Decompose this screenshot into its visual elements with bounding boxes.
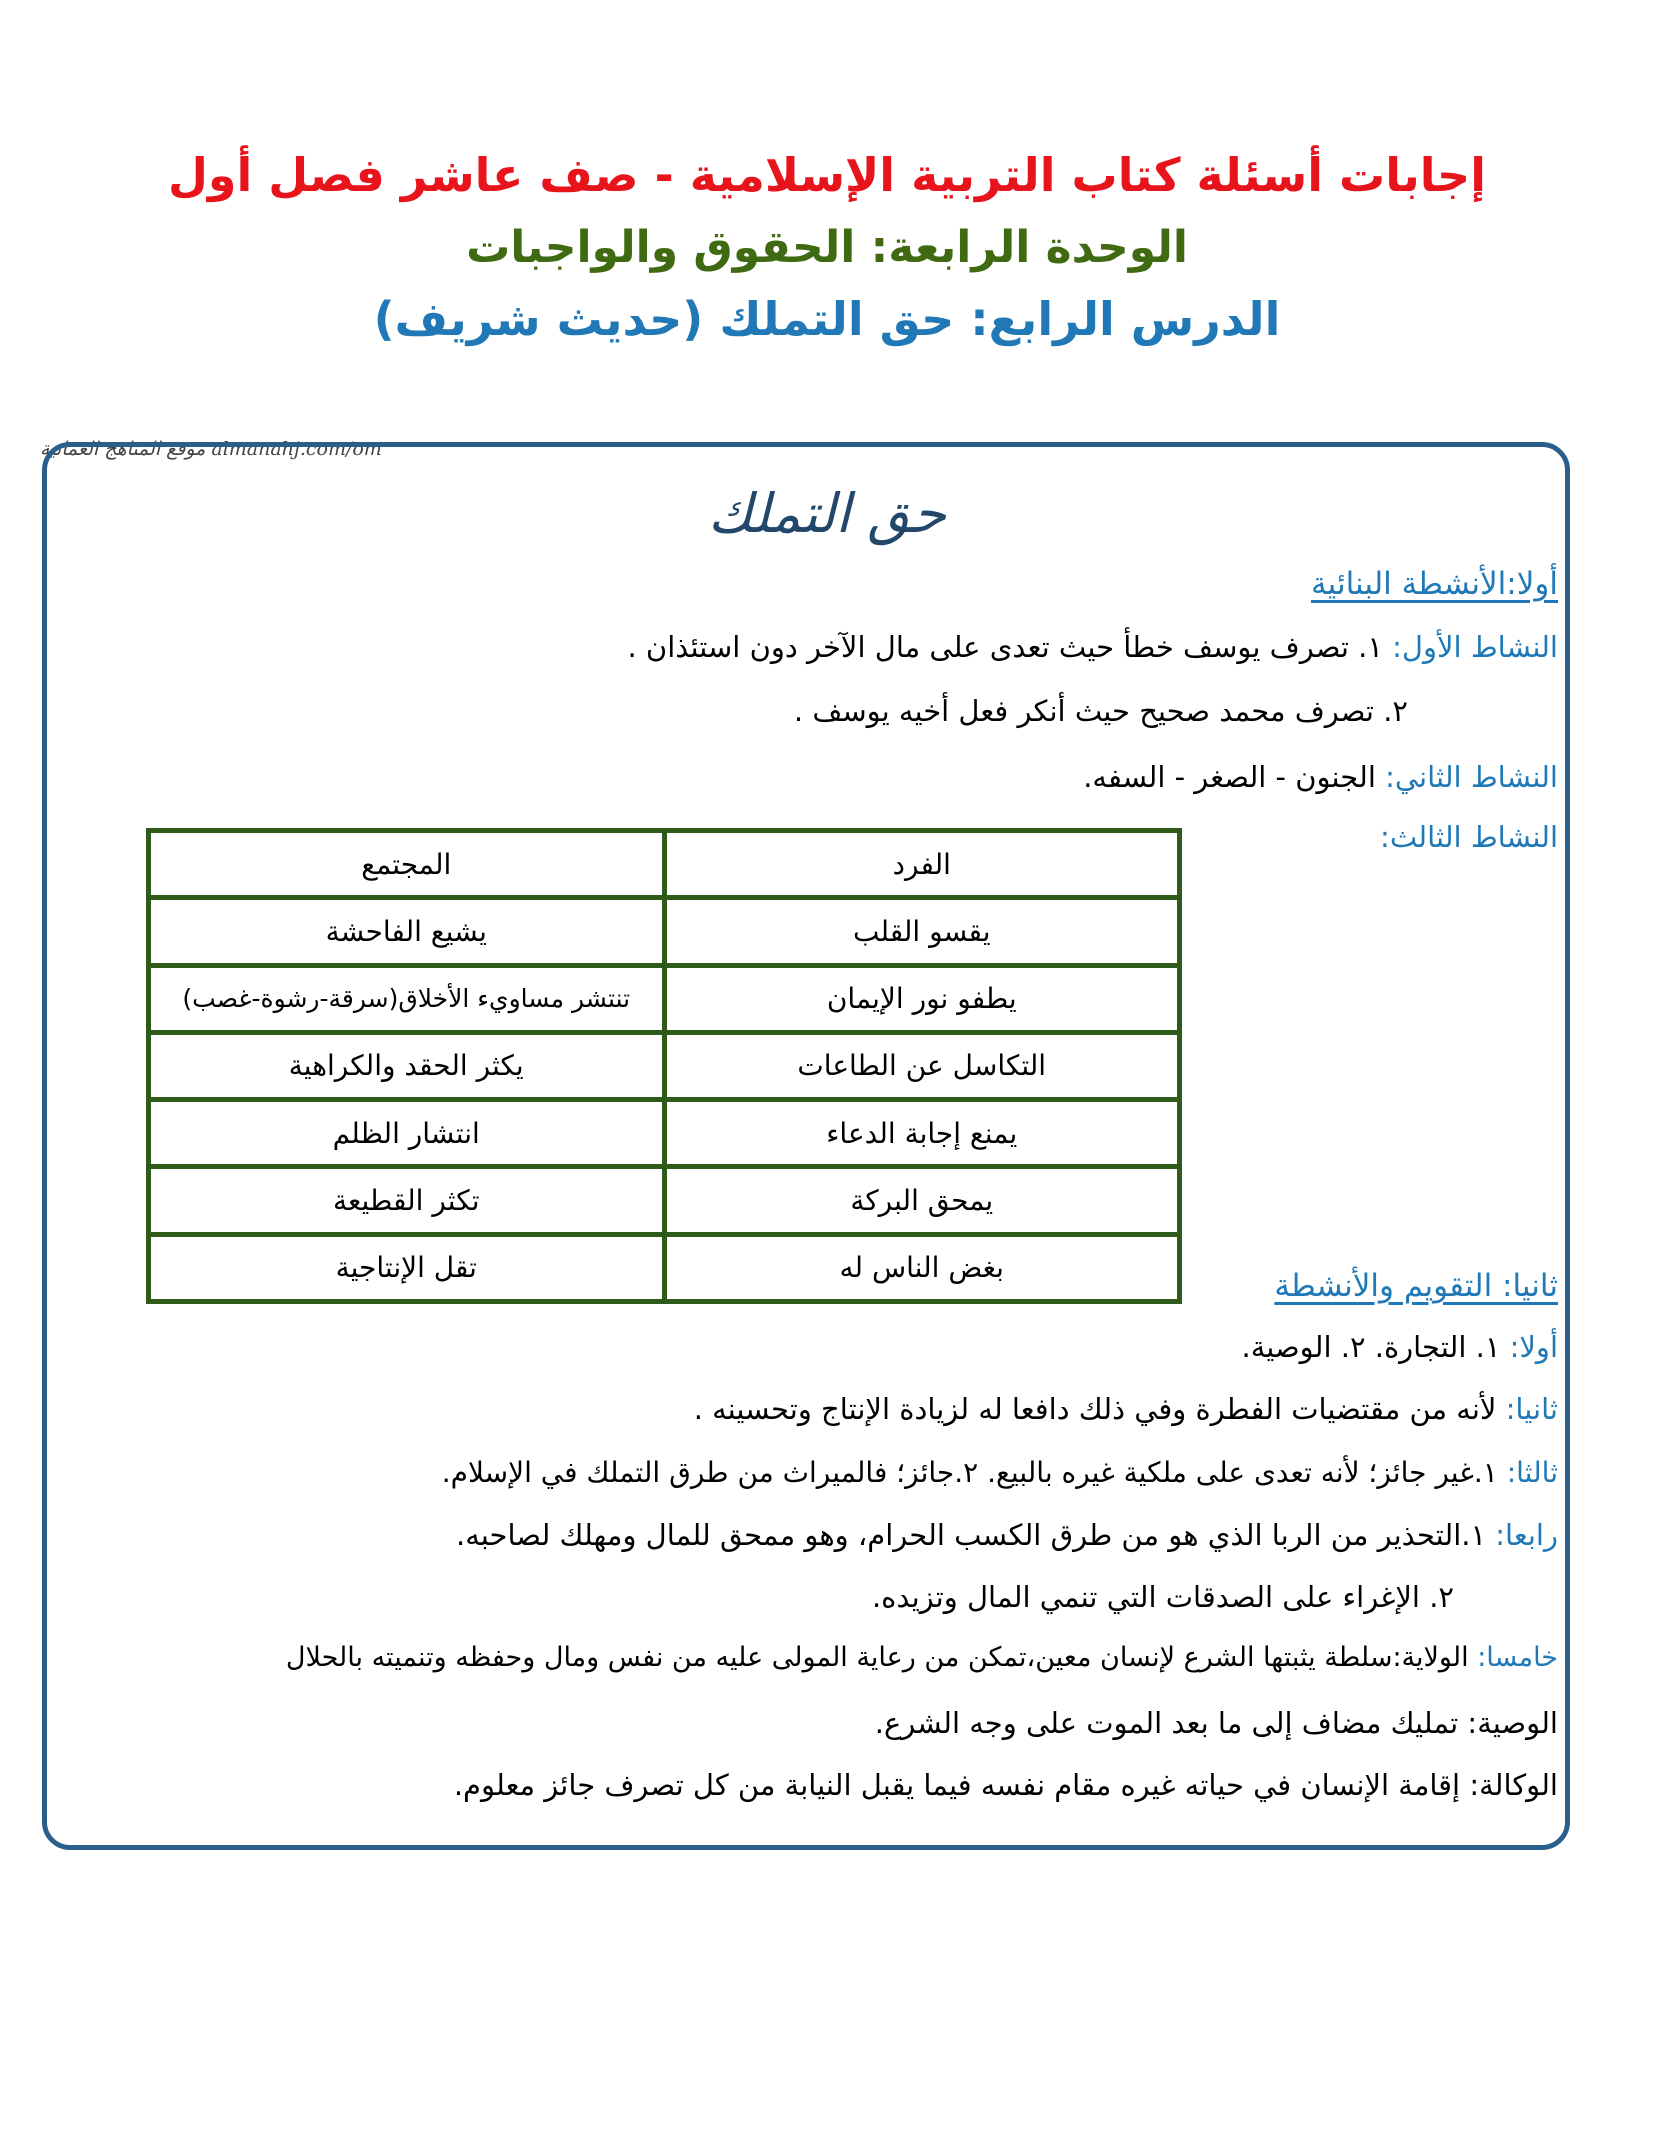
activity3-line	[1380, 820, 1558, 854]
q5-line2	[875, 1706, 1558, 1740]
watermark: موقع المناهج العمانية almanahj.com/om	[40, 438, 382, 460]
table-cell: التكاسل عن الطاعات	[664, 1032, 1180, 1099]
q5-label: خامسا:	[1477, 1642, 1558, 1673]
q2-text: لأنه من مقتضيات الفطرة وفي ذلك دافعا له لزيادة الإنتاج وتحسينه .	[693, 1392, 1497, 1426]
activity1-line1	[627, 630, 1558, 664]
q1-line	[1242, 1330, 1558, 1364]
document-title: إجابات أسئلة كتاب التربية الإسلامية - صف عاشر فصل أول	[168, 148, 1486, 202]
table-header-row	[149, 831, 1180, 898]
effects-table	[146, 828, 1182, 1304]
q5-line3	[454, 1768, 1558, 1802]
frame-title: حق التملك	[708, 482, 946, 545]
table-cell: يشيع الفاحشة	[149, 898, 665, 965]
table-row	[149, 1032, 1180, 1099]
activity2-line	[1083, 760, 1558, 794]
q1-text: ١. التجارة. ٢. الوصية.	[1241, 1330, 1501, 1364]
table-cell: انتشار الظلم	[149, 1100, 665, 1167]
activity1-item2: ٢. تصرف محمد صحيح حيث أنكر فعل أخيه يوسف .	[793, 694, 1408, 728]
table-cell: يقسو القلب	[664, 898, 1180, 965]
activity1-line2	[794, 694, 1408, 728]
q3-line	[442, 1456, 1558, 1489]
activity1-item1: ١. تصرف يوسف خطأ حيث تعدى على مال الآخر دون استئذان .	[627, 630, 1383, 664]
table-row	[149, 1167, 1180, 1234]
table-cell: يمحق البركة	[664, 1167, 1180, 1234]
section1-heading-text: أولا:الأنشطة البنائية	[1310, 566, 1558, 602]
q2-label: ثانيا:	[1505, 1392, 1558, 1426]
table-cell: يطفو نور الإيمان	[664, 965, 1180, 1032]
activity2-text: الجنون - الصغر - السفه.	[1083, 760, 1376, 794]
table-row	[149, 898, 1180, 965]
q4-label: رابعا:	[1495, 1518, 1558, 1552]
section1-heading	[1311, 566, 1558, 602]
q4-line2	[872, 1580, 1454, 1614]
table-cell: تقل الإنتاجية	[149, 1234, 665, 1301]
q1-label: أولا:	[1509, 1330, 1558, 1364]
table-row	[149, 1234, 1180, 1301]
q3-label: ثالثا:	[1506, 1456, 1558, 1489]
table-header-individual: الفرد	[664, 831, 1180, 898]
unit-title: الوحدة الرابعة: الحقوق والواجبات	[466, 222, 1188, 273]
table-cell: بغض الناس له	[664, 1234, 1180, 1301]
q5-line1	[286, 1642, 1558, 1673]
section2-heading	[1274, 1268, 1558, 1304]
section2-heading-text: ثانيا: التقويم والأنشطة	[1274, 1268, 1558, 1304]
lesson-title: الدرس الرابع: حق التملك (حديث شريف)	[373, 292, 1281, 346]
q4-item1: ١.التحذير من الربا الذي هو من طرق الكسب الحرام، وهو ممحق للمال ومهلك لصاحبه.	[456, 1518, 1487, 1552]
q4-item2: ٢. الإغراء على الصدقات التي تنمي المال وتزيده.	[871, 1580, 1454, 1614]
q5-wakala: الوكالة: إقامة الإنسان في حياته غيره مقام نفسه فيما يقبل النيابة من كل تصرف جائز معلوم.	[453, 1768, 1558, 1802]
table-cell: يمنع إجابة الدعاء	[664, 1100, 1180, 1167]
table-cell: تنتشر مساويء الأخلاق(سرقة-رشوة-غصب)	[149, 965, 665, 1032]
q5-text: الولاية:سلطة يثبتها الشرع لإنسان معين،تمكن من رعاية المولى عليه من نفس ومال وحفظه وتنميته بالحلال	[285, 1642, 1469, 1673]
table-cell: يكثر الحقد والكراهية	[149, 1032, 665, 1099]
table-row	[149, 965, 1180, 1032]
table-header-society: المجتمع	[149, 831, 665, 898]
q5-wasiya: الوصية: تمليك مضاف إلى ما بعد الموت على وجه الشرع.	[874, 1706, 1558, 1740]
table-cell: تكثر القطيعة	[149, 1167, 665, 1234]
activity3-label: النشاط الثالث:	[1380, 820, 1558, 854]
table-row	[149, 1100, 1180, 1167]
q2-line	[694, 1392, 1558, 1426]
activity2-label: النشاط الثاني:	[1385, 760, 1558, 794]
q3-text: ١.غير جائز؛ لأنه تعدى على ملكية غيره بالبيع. ٢.جائز؛ فالميراث من طرق التملك في الإسلام.	[441, 1456, 1498, 1489]
activity1-label: النشاط الأول:	[1392, 630, 1558, 664]
q4-line1	[456, 1518, 1558, 1552]
